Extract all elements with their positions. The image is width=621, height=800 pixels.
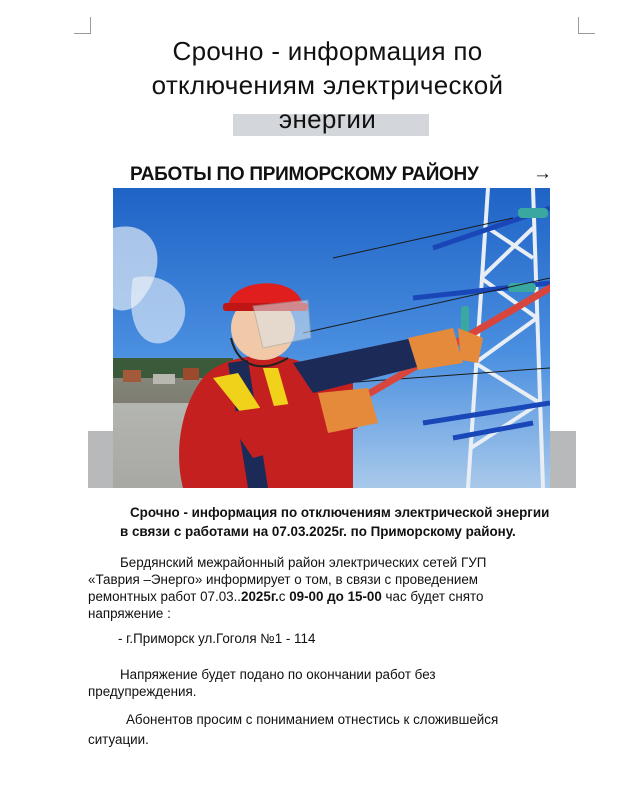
arrow-right-icon: →	[533, 163, 552, 184]
electrician-photo-svg	[113, 188, 550, 488]
restore-line-1: Напряжение будет подано по окончании работ без	[120, 667, 436, 682]
announcement-line-4: напряжение :	[88, 606, 171, 621]
subtitle	[120, 503, 570, 541]
address-list-item: - г.Приморск ул.Гоголя №1 - 114	[118, 631, 316, 646]
paragraph-restore	[88, 666, 558, 700]
electrician-photo	[113, 188, 550, 488]
subtitle-line-1: Срочно - информация по отключениям электрической энергии	[130, 505, 550, 520]
page-title	[95, 34, 560, 136]
photo-block	[88, 188, 576, 488]
announcement-line-3: ремонтных работ 07.03..2025г.с 09-00 до 15-00 час будет снято	[88, 589, 484, 604]
apology-line-2: ситуации.	[88, 732, 149, 747]
paragraph-apology	[88, 710, 558, 750]
title-line-2: отключениям электрической	[151, 70, 504, 100]
title-line-3: энергии	[278, 104, 377, 134]
title-line-1: Срочно - информация по	[172, 36, 483, 66]
subtitle-line-2: в связи с работами на 07.03.2025г. по Приморскому району.	[120, 524, 516, 539]
section-heading: РАБОТЫ ПО ПРИМОРСКОМУ РАЙОНУ	[130, 164, 479, 185]
paragraph-announcement	[88, 554, 558, 622]
page-corner-mark-top-left	[74, 17, 91, 34]
restore-line-2: предупреждения.	[88, 684, 197, 699]
apology-line-1: Абонентов просим с пониманием отнестись к сложившейся	[126, 712, 499, 727]
page-corner-mark-top-right	[578, 17, 595, 34]
announcement-line-2: «Таврия –Энерго» информирует о том, в связи с проведением	[88, 572, 479, 587]
announcement-line-1: Бердянский межрайонный район электрических сетей ГУП	[120, 555, 487, 570]
